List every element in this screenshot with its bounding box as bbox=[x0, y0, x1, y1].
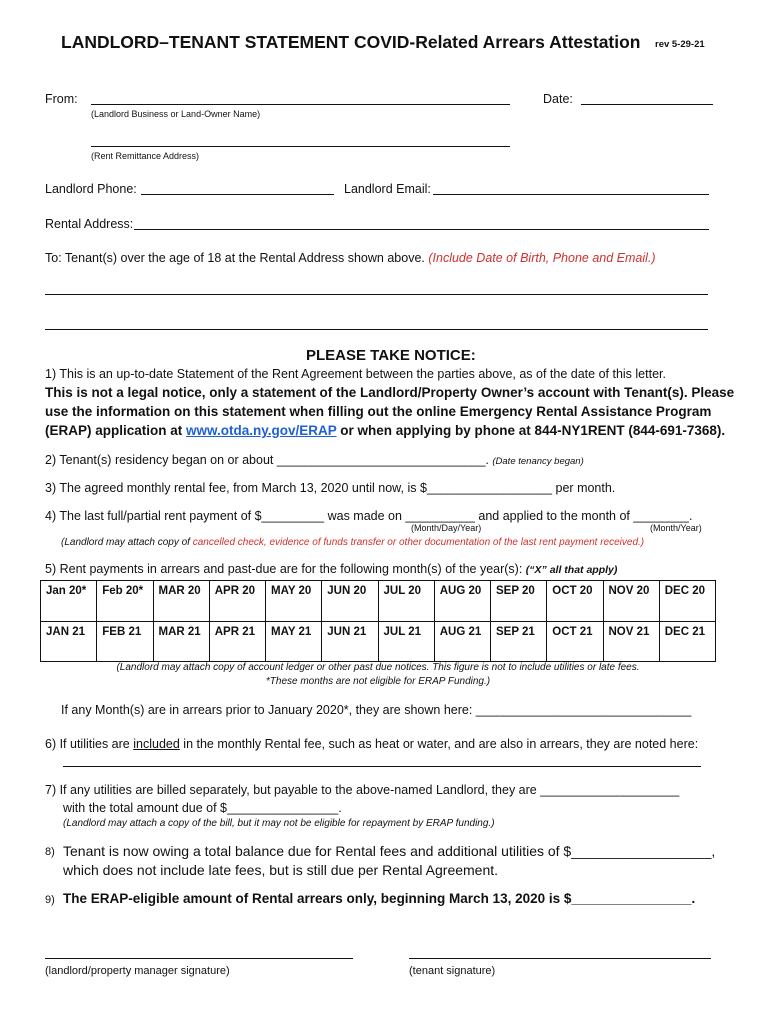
month-cell[interactable]: FEB 21 bbox=[97, 622, 153, 662]
tenant-info-field-1[interactable] bbox=[45, 294, 708, 295]
arrears-months-table bbox=[40, 580, 716, 662]
item-7-note: (Landlord may attach a copy of the bill, but it may not be eligible for repayment by ERAP funding.) bbox=[63, 818, 495, 829]
item-2-text: 2) Tenant(s) residency began on or about ______________________________. bbox=[45, 453, 489, 467]
month-cell[interactable]: OCT 20 bbox=[547, 581, 603, 622]
item-9-number: 9) bbox=[45, 894, 55, 906]
rental-address-label: Rental Address: bbox=[45, 217, 134, 231]
landlord-signature-caption: (landlord/property manager signature) bbox=[45, 965, 230, 977]
prior-months-text: If any Month(s) are in arrears prior to January 2020*, they are shown here: _______________________________ bbox=[61, 703, 692, 717]
utilities-included-field[interactable] bbox=[63, 766, 701, 767]
landlord-phone-field[interactable] bbox=[141, 194, 334, 195]
table-note bbox=[40, 661, 716, 689]
from-label: From: bbox=[45, 92, 78, 106]
month-cell[interactable]: APR 20 bbox=[209, 581, 265, 622]
item-8-line-1: Tenant is now owing a total balance due for Rental fees and additional utilities of $__________________, bbox=[63, 843, 716, 859]
landlord-email-field[interactable] bbox=[433, 194, 709, 195]
notice-bold-line-3-post: or when applying by phone at 844-NY1RENT (844-691-7368). bbox=[336, 423, 726, 438]
notice-heading: PLEASE TAKE NOTICE: bbox=[306, 347, 476, 364]
item-2 bbox=[45, 452, 584, 470]
month-cell[interactable]: JUL 21 bbox=[378, 622, 434, 662]
item-5-text: 5) Rent payments in arrears and past-due are for the following month(s) of the year(s): bbox=[45, 562, 523, 576]
item-7-line-1: 7) If any utilities are billed separately, but payable to the above-named Landlord, they are ____________________ bbox=[45, 783, 680, 797]
document-title: LANDLORD–TENANT STATEMENT COVID-Related Arrears Attestation bbox=[61, 32, 641, 52]
tenant-signature-caption: (tenant signature) bbox=[409, 965, 496, 977]
payment-date-caption: (Month/Day/Year) bbox=[411, 523, 482, 533]
month-cell[interactable]: AUG 21 bbox=[434, 622, 490, 662]
month-cell[interactable]: DEC 20 bbox=[659, 581, 715, 622]
landlord-phone-label: Landlord Phone: bbox=[45, 182, 137, 196]
remittance-address-field[interactable] bbox=[91, 146, 510, 147]
payment-month-caption: (Month/Year) bbox=[650, 523, 702, 533]
tenant-signature-field[interactable] bbox=[409, 958, 711, 959]
table-note-line-2: *These months are not eligible for ERAP Funding.) bbox=[265, 676, 491, 687]
month-cell[interactable]: AUG 20 bbox=[434, 581, 490, 622]
month-cell[interactable]: MAY 20 bbox=[266, 581, 322, 622]
tenant-info-field-2[interactable] bbox=[45, 329, 708, 330]
month-cell[interactable]: JAN 21 bbox=[41, 622, 97, 662]
item-1-text: 1) This is an up-to-date Statement of the Rent Agreement between the parties above, as of the date of this letter. bbox=[45, 367, 666, 381]
notice-bold-line-2: use the information on this statement when filling out the online Emergency Rental Assistance Program bbox=[45, 404, 712, 419]
rental-address-field[interactable] bbox=[134, 229, 709, 230]
month-cell[interactable]: Feb 20* bbox=[97, 581, 153, 622]
item-8-line-2: which does not include late fees, but is still due per Rental Agreement. bbox=[63, 862, 499, 878]
month-cell[interactable]: DEC 21 bbox=[659, 622, 715, 662]
landlord-email-label: Landlord Email: bbox=[344, 182, 431, 196]
item-4-note-pre: (Landlord may attach copy of bbox=[61, 537, 193, 548]
item-9-text: The ERAP-eligible amount of Rental arrears only, beginning March 13, 2020 is $________________. bbox=[63, 891, 696, 906]
month-cell[interactable]: NOV 20 bbox=[603, 581, 659, 622]
item-4-note-red: cancelled check, evidence of funds transfer or other documentation of the last rent payment received.) bbox=[192, 537, 645, 548]
notice-bold-line-3 bbox=[45, 421, 725, 441]
to-tenant-text: To: Tenant(s) over the age of 18 at the Rental Address shown above. bbox=[45, 251, 425, 265]
month-cell[interactable]: JUN 20 bbox=[322, 581, 378, 622]
landlord-signature-field[interactable] bbox=[45, 958, 353, 959]
item-2-note: (Date tenancy began) bbox=[492, 456, 584, 467]
item-6-underlined: included bbox=[133, 737, 180, 751]
item-7-line-2: with the total amount due of $________________. bbox=[63, 801, 342, 815]
month-cell[interactable]: JUL 20 bbox=[378, 581, 434, 622]
notice-bold-line-3-pre: (ERAP) application at bbox=[45, 423, 187, 438]
item-3-text: 3) The agreed monthly rental fee, from March 13, 2020 until now, is $__________________ per month. bbox=[45, 481, 616, 495]
erap-website-link[interactable]: www.otda.ny.gov/ERAP bbox=[186, 423, 337, 438]
month-cell[interactable]: NOV 21 bbox=[603, 622, 659, 662]
month-cell[interactable]: MAR 21 bbox=[153, 622, 209, 662]
date-field[interactable] bbox=[581, 104, 713, 105]
item-4-note bbox=[61, 537, 644, 548]
notice-bold-line-1: This is not a legal notice, only a statement of the Landlord/Property Owner’s account with Tenant(s). Please bbox=[45, 385, 735, 400]
month-cell[interactable]: OCT 21 bbox=[547, 622, 603, 662]
month-cell[interactable]: APR 21 bbox=[209, 622, 265, 662]
remittance-address-caption: (Rent Remittance Address) bbox=[91, 151, 200, 161]
landlord-name-caption: (Landlord Business or Land-Owner Name) bbox=[91, 109, 261, 119]
month-cell[interactable]: Jan 20* bbox=[41, 581, 97, 622]
date-label: Date: bbox=[543, 92, 573, 106]
item-5-note: (“X” all that apply) bbox=[525, 564, 618, 576]
item-6 bbox=[45, 736, 698, 752]
table-note-line-1: (Landlord may attach copy of account ledger or other past due notices. This figure is not to include utilities or late fees. bbox=[116, 662, 640, 673]
revision-label: rev 5-29-21 bbox=[655, 39, 705, 50]
months-row-2021 bbox=[41, 622, 716, 662]
month-cell[interactable]: SEP 21 bbox=[491, 622, 547, 662]
to-tenant-line bbox=[45, 250, 656, 266]
item-4-text: 4) The last full/partial rent payment of $_________ was made on __________ and applied to the month of ________. bbox=[45, 509, 693, 523]
month-cell[interactable]: MAY 21 bbox=[266, 622, 322, 662]
item-5 bbox=[45, 561, 617, 578]
month-cell[interactable]: MAR 20 bbox=[153, 581, 209, 622]
landlord-name-field[interactable] bbox=[91, 104, 510, 105]
months-row-2020 bbox=[41, 581, 716, 622]
to-tenant-note: (Include Date of Birth, Phone and Email.) bbox=[428, 251, 656, 265]
item-6-pre: 6) If utilities are bbox=[45, 737, 134, 751]
month-cell[interactable]: SEP 20 bbox=[491, 581, 547, 622]
item-6-post: in the monthly Rental fee, such as heat or water, and are also in arrears, they are noted here: bbox=[179, 737, 699, 751]
month-cell[interactable]: JUN 21 bbox=[322, 622, 378, 662]
item-8-number: 8) bbox=[45, 846, 55, 858]
